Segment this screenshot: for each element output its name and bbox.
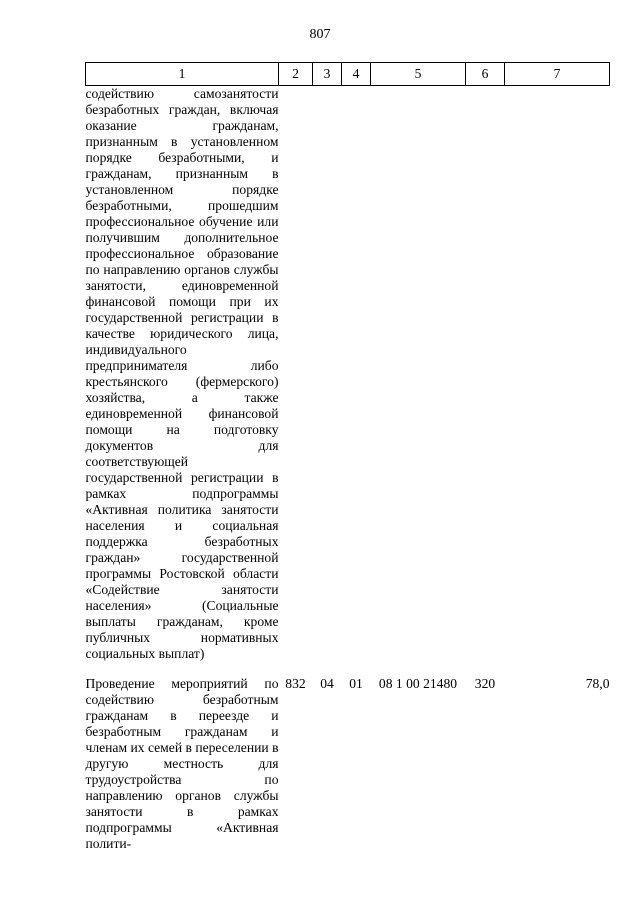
- row-col7: 78,0: [585, 676, 610, 691]
- row-col2: [279, 86, 313, 663]
- row-col7: [505, 86, 610, 663]
- row-col4: [342, 86, 371, 663]
- page-number: 807: [309, 27, 331, 42]
- column-header-4: 4: [342, 63, 371, 86]
- column-header-5: 5: [371, 63, 466, 86]
- column-header-6: 6: [466, 63, 505, 86]
- column-header-7: 7: [505, 63, 610, 86]
- row-description: Проведение мероприятий по содействию безработным гражданам в переезде и безработным гражданам и членам их семей в переселении в другую местность для трудоустройства по направлению органов службы занятости в рамках подпрограммы «Активная полити-: [85, 676, 279, 851]
- table-header-row: [86, 63, 610, 86]
- row-col6: 320: [474, 676, 496, 691]
- row-col2: 832: [285, 676, 306, 691]
- row-col5: 08 1 00 21480: [378, 676, 458, 691]
- table-row: [86, 86, 610, 663]
- column-header-3: 3: [313, 63, 342, 86]
- budget-table: [85, 62, 610, 852]
- row-col5: [371, 86, 466, 663]
- row-description: содействию самозанятости безработных граждан, включая оказание гражданам, признанным в установленном порядке безработными, и гражданам, признанным в установленном порядке безработными, прошедшим профессиональное обучение или получившим дополнительное профессиональное образование по направлению органов службы занятости, единовременной финансовой помощи при их государственной регистрации в качестве юридического лица, индивидуального предпринимателя либо крестьянского (фермерского) хозяйства, а также единовременной финансовой помощи на подготовку документов для соответствующей государственной регистрации в рамках подпрограммы «Активная политика занятости населения и социальная поддержка безработных граждан» государственной программы Ростовской области «Содействие занятости населения» (Социальные выплаты гражданам, кроме публичных нормативных социальных выплат): [85, 86, 279, 661]
- row-col3: 04: [320, 676, 334, 691]
- row-col4: 01: [349, 676, 363, 691]
- row-col3: [313, 86, 342, 663]
- table-row: [86, 676, 610, 852]
- column-header-2: 2: [279, 63, 313, 86]
- row-col6: [466, 86, 505, 663]
- column-header-1: 1: [86, 63, 279, 86]
- row-spacer: [86, 662, 610, 676]
